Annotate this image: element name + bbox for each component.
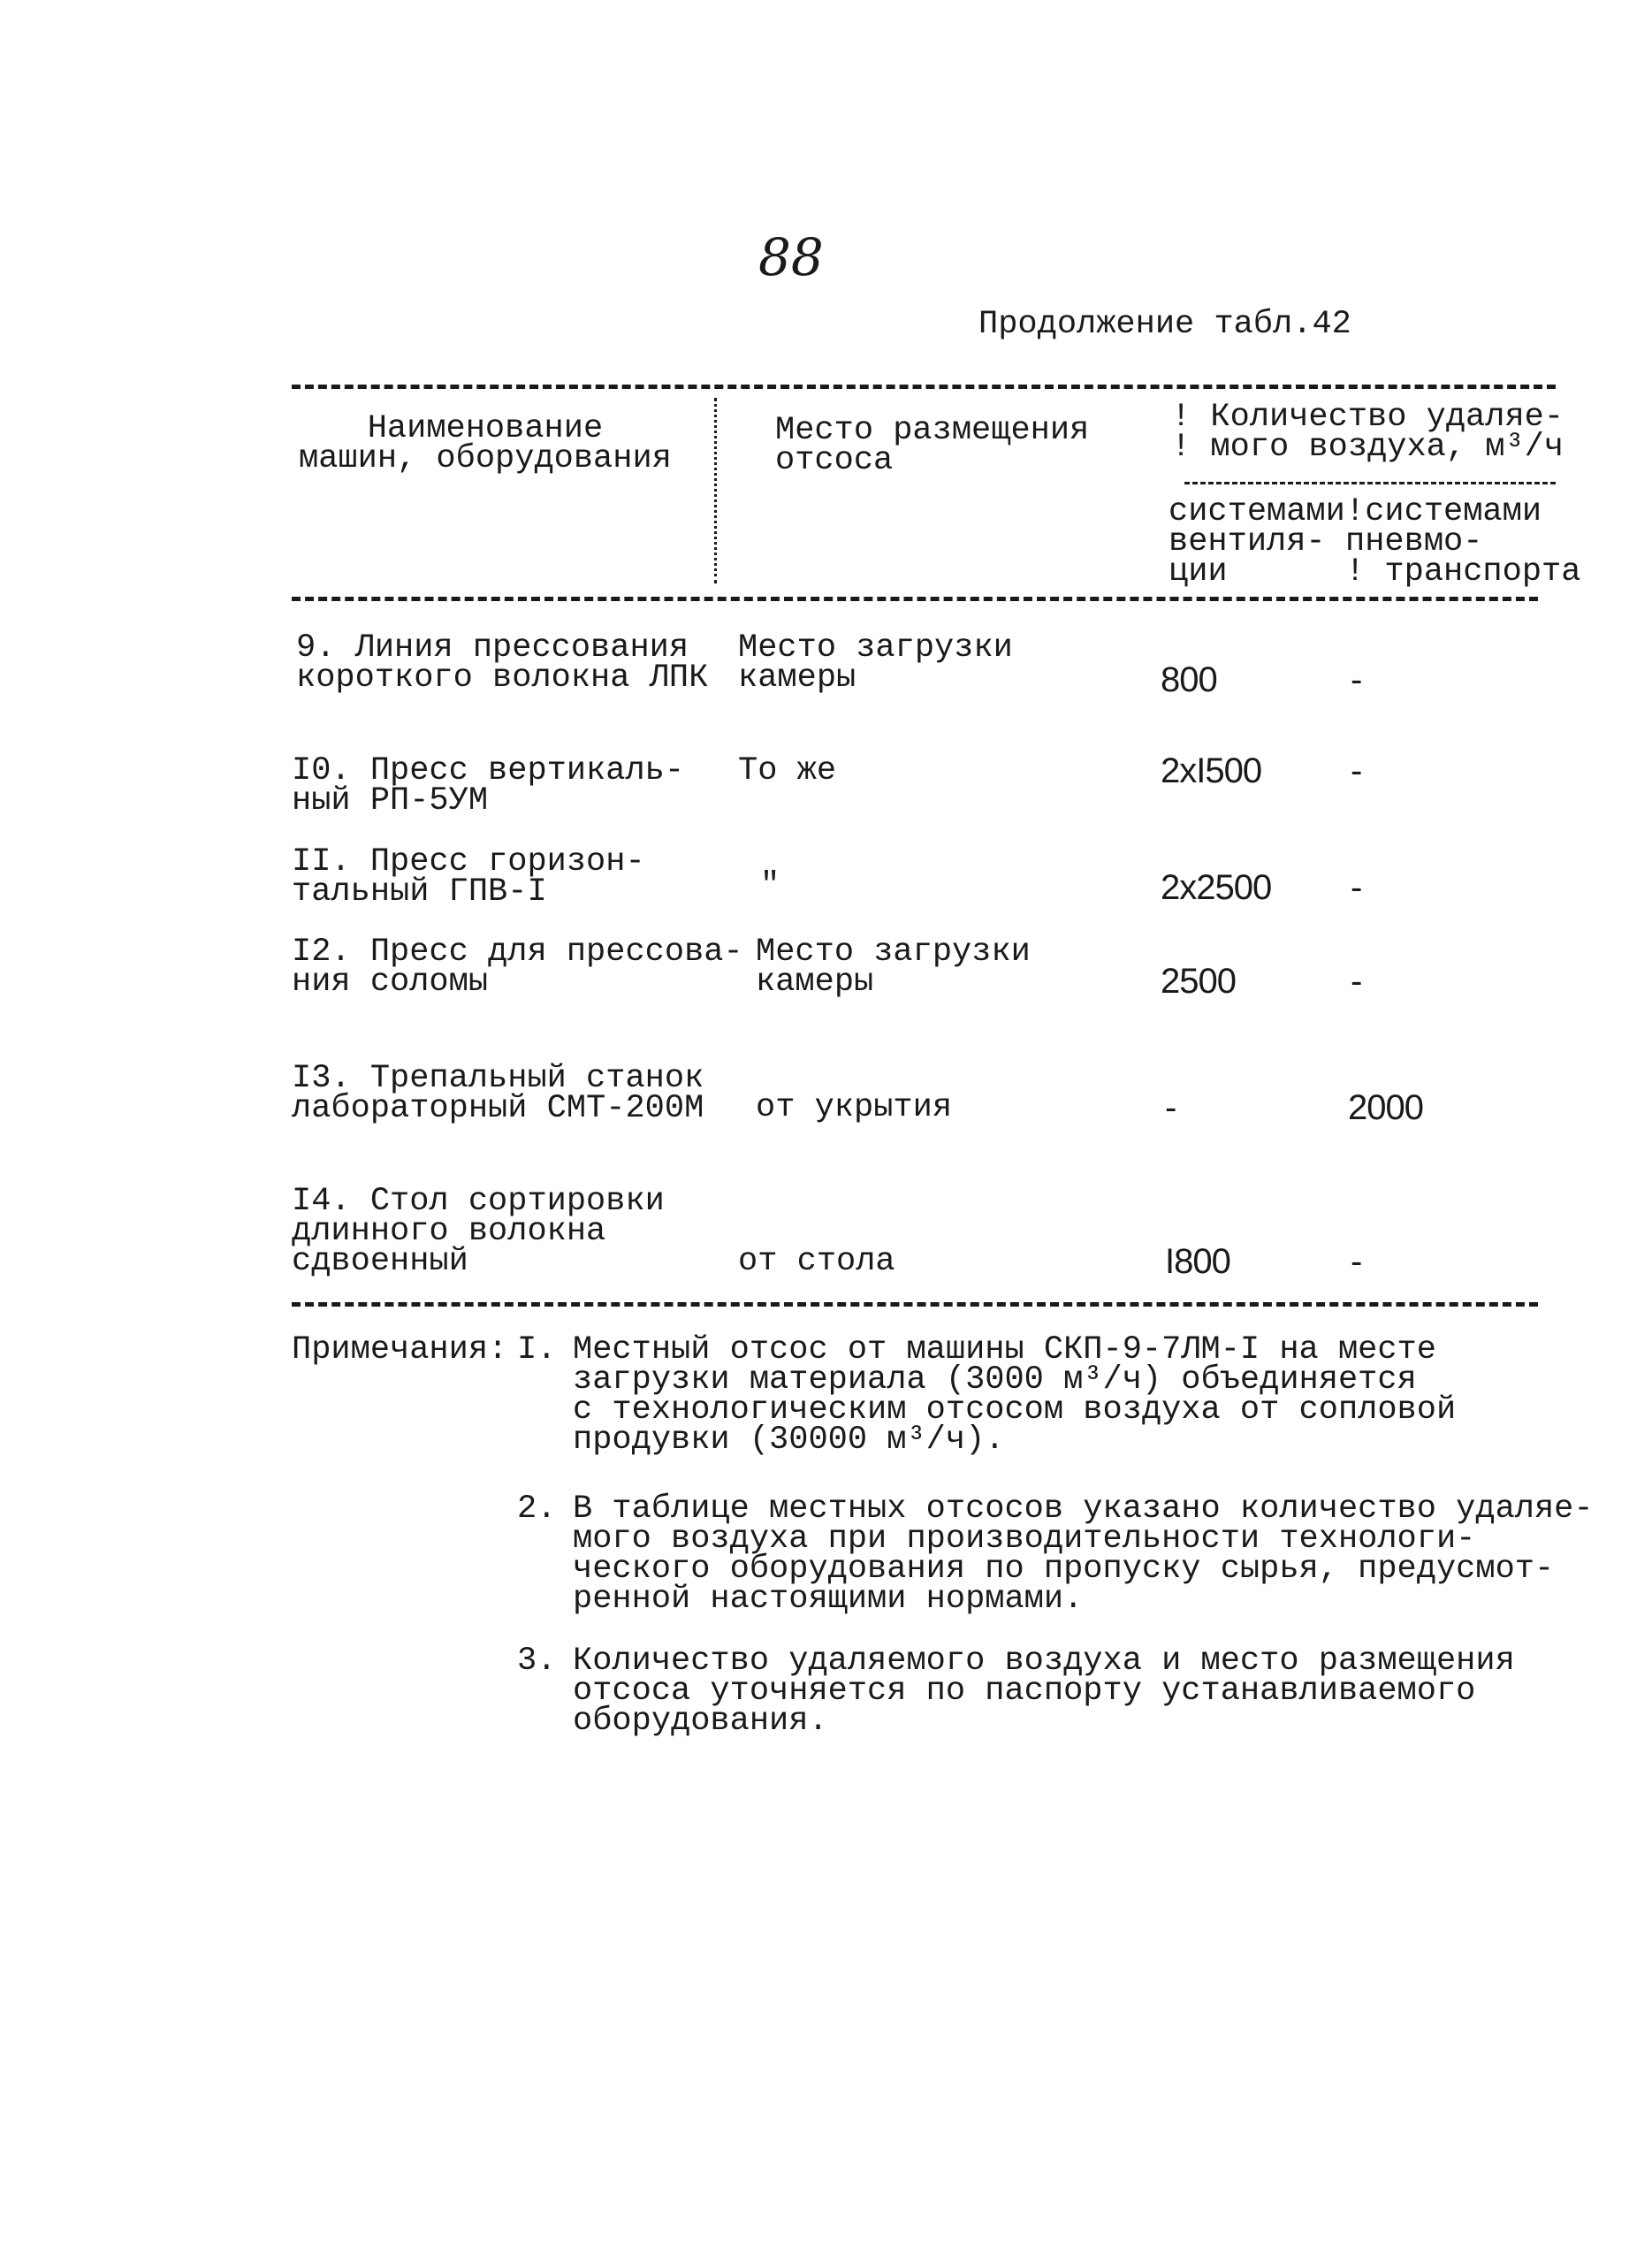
table-row-ventilation: I800 bbox=[1165, 1242, 1230, 1281]
table-row-ventilation: - bbox=[1165, 1088, 1176, 1127]
note-text: Количество удаляемого воздуха и место размещения отсоса уточняется по паспорту устанавливаемого оборудования. bbox=[573, 1643, 1515, 1740]
header-sub-pneumo: !системами пневмо- ! транспорта bbox=[1345, 493, 1581, 591]
note-text: Местный отсос от машины СКП-9-7ЛМ-I на месте загрузки материала (3000 м³/ч) объединяется с технологическим отсосом воздуха от сопловой продувки (30000 м³/ч). bbox=[573, 1331, 1457, 1459]
table-row-ventilation: 2500 bbox=[1161, 962, 1236, 1001]
table-row-place: " bbox=[760, 867, 780, 904]
table-row-place: от стола bbox=[738, 1243, 895, 1280]
table-row-pneumo: - bbox=[1351, 1242, 1362, 1281]
table-row-pneumo: 2000 bbox=[1348, 1088, 1423, 1127]
table-row-pneumo: - bbox=[1351, 660, 1362, 699]
header-quantity: ! Количество удаляе- ! мого воздуха, м³/ч bbox=[1171, 399, 1564, 466]
table-row-place: Место загрузки камеры bbox=[738, 629, 1013, 697]
table-row-place: от укрытия bbox=[756, 1089, 953, 1126]
table-row-name: I2. Пресс для прессова- ния соломы bbox=[292, 934, 743, 1001]
table-row-pneumo: - bbox=[1351, 868, 1362, 907]
table-row-name: I0. Пресс вертикаль- ный РП-5УМ bbox=[292, 752, 685, 819]
table-continuation-caption: Продолжение табл.42 bbox=[978, 306, 1351, 343]
table-row-ventilation: 2xI500 bbox=[1161, 751, 1262, 790]
table-row-place: Место загрузки камеры bbox=[756, 934, 1031, 1001]
table-row-name: I4. Стол сортировки длинного волокна сдвоенный bbox=[292, 1183, 665, 1280]
header-place: Место размещения отсоса bbox=[775, 412, 1090, 479]
header-sub-ventilation: системами вентиля- ции bbox=[1169, 493, 1345, 591]
notes-label: Примечания: bbox=[292, 1331, 508, 1368]
note-number: 2. bbox=[517, 1490, 557, 1528]
table-row-name: 9. Линия прессования короткого волокна ЛПК bbox=[296, 629, 709, 697]
header-sub-rule bbox=[1184, 482, 1556, 484]
table-row-name: II. Пресс горизон- тальный ГПВ-I bbox=[292, 843, 645, 911]
note-text: В таблице местных отсосов указано количество удаляе- мого воздуха при производительности технологи- ческого оборудования по пропуску сырья, предусмот- ренной настоящими нормами. bbox=[573, 1490, 1594, 1618]
table-top-rule bbox=[292, 385, 1556, 389]
page-number: 88 bbox=[758, 227, 824, 287]
header-separator-1 bbox=[714, 398, 717, 583]
table-bottom-rule bbox=[292, 1302, 1538, 1307]
table-row-ventilation: 2x2500 bbox=[1161, 868, 1272, 907]
header-bottom-rule bbox=[292, 597, 1538, 601]
table-row-ventilation: 800 bbox=[1161, 660, 1217, 699]
table-row-name: I3. Трепальный станок лабораторный СМТ-200М bbox=[292, 1060, 704, 1127]
note-number: I. bbox=[517, 1331, 557, 1368]
table-row-pneumo: - bbox=[1351, 962, 1362, 1001]
table-row-place: То же bbox=[738, 752, 837, 789]
header-name: Наименование машин, оборудования bbox=[299, 410, 672, 477]
note-number: 3. bbox=[517, 1643, 557, 1680]
table-row-pneumo: - bbox=[1351, 751, 1362, 790]
